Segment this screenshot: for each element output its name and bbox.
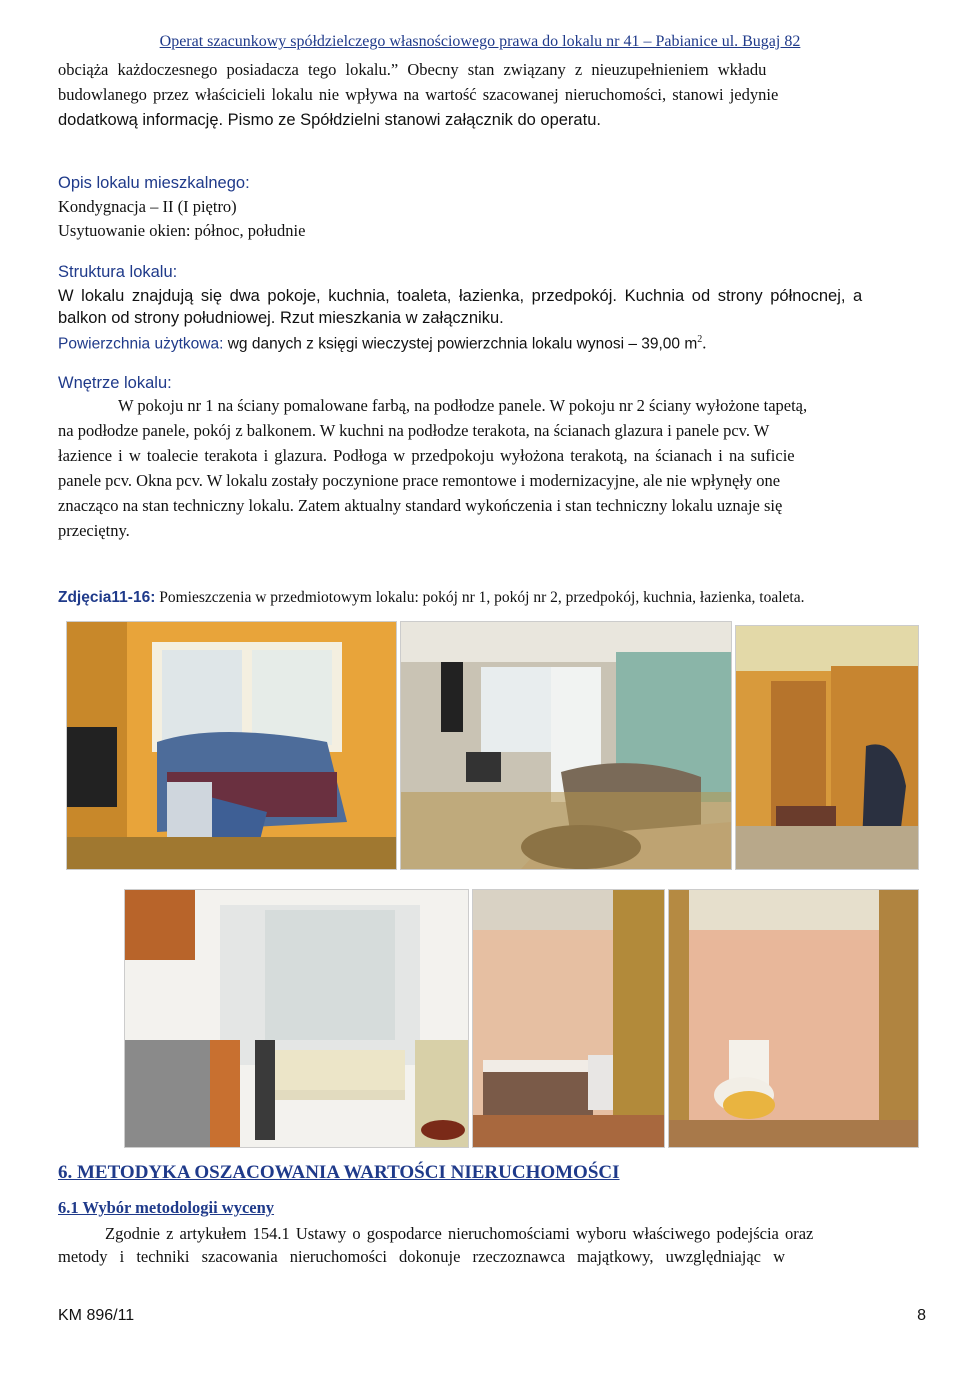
photo-przedpokoj <box>735 625 919 870</box>
photo-lazienka <box>472 889 665 1148</box>
photo-toaleta <box>668 889 919 1148</box>
photo-pokoj-2 <box>400 621 732 870</box>
page-number: 8 <box>917 1307 926 1324</box>
intro-line-3: dodatkową informację. Pismo ze Spółdzielni stanowi załącznik do operatu. <box>58 111 601 129</box>
struktura-line-1: W lokalu znajdują się dwa pokoje, kuchnia, toaleta, łazienka, przedpokój. Kuchnia od strony północnej, a <box>58 287 863 305</box>
powierzchnia-end: . <box>702 333 707 353</box>
wnetrze-line-1: W pokoju nr 1 na ściany pomalowane farbą, na podłodze panele. W pokoju nr 2 ściany wyłożone tapetą, <box>118 396 808 415</box>
section-6-line-1: Zgodnie z artykułem 154.1 Ustawy o gospodarce nieruchomościami wyboru właściwego podejścia oraz <box>105 1224 814 1243</box>
intro-line-2: budowlanego przez właścicieli lokalu nie wpływa na wartość szacowanej nieruchomości, stanowi jedynie <box>58 85 779 104</box>
opis-kondygnacja: Kondygnacja – II (I piętro) <box>58 197 237 216</box>
zdjecia-label: Zdjęcia11-16: <box>58 589 156 606</box>
intro-line-1: obciąża każdoczesnego posiadacza tego lokalu.” Obecny stan związany z nieuzupełnieniem wkładu <box>58 60 767 79</box>
powierzchnia-sup: 2 <box>697 334 703 345</box>
photo-kuchnia <box>124 889 469 1148</box>
wnetrze-line-3: łazience i w toalecie terakota i glazura. Podłoga w przedpokoju wyłożona terakotą, na ścianach i na suficie <box>58 446 795 465</box>
opis-okna: Usytuowanie okien: północ, południe <box>58 221 306 240</box>
powierzchnia-text: wg danych z księgi wieczystej powierzchnia lokalu wynosi – 39,00 m <box>223 335 698 353</box>
photo-pokoj-1 <box>66 621 397 870</box>
zdjecia-caption <box>58 586 926 610</box>
opis-heading: Opis lokalu mieszkalnego: <box>58 174 250 192</box>
wnetrze-line-4: panele pcv. Okna pcv. W lokalu zostały poczynione prace remontowe i modernizacyjne, ale nie wpłynęły one <box>58 471 781 490</box>
section-6-line-2: metody i techniki szacowania nieruchomości dokonuje rzeczoznawca majątkowy, uwzględniając w <box>58 1247 786 1266</box>
zdjecia-caption-text: Pomieszczenia w przedmiotowym lokalu: pokój nr 1, pokój nr 2, przedpokój, kuchnia, łazienka, toaleta. <box>155 589 805 606</box>
wnetrze-line-2: na podłodze panele, pokój z balkonem. W kuchni na podłodze terakota, na ścianach glazura i panele pcv. W <box>58 421 770 440</box>
footer-ref: KM 896/11 <box>58 1307 135 1324</box>
struktura-heading: Struktura lokalu: <box>58 263 178 281</box>
section-6-1-title: 6.1 Wybór metodologii wyceny <box>58 1198 275 1217</box>
powierzchnia-label: Powierzchnia użytkowa: <box>58 335 224 353</box>
powierzchnia-line <box>58 328 926 357</box>
wnetrze-heading: Wnętrze lokalu: <box>58 374 172 392</box>
wnetrze-line-5: znacząco na stan techniczny lokalu. Zatem aktualny standard wykończenia i stan techniczny lokalu uznaje się <box>58 496 783 515</box>
document-header: Operat szacunkowy spółdzielczego własnościowego prawa do lokalu nr 41 – Pabianice ul. Bugaj 82 <box>159 33 801 50</box>
section-6-title: 6. METODYKA OSZACOWANIA WARTOŚCI NIERUCHOMOŚCI <box>58 1162 620 1183</box>
wnetrze-line-6: przeciętny. <box>58 521 130 540</box>
struktura-line-2: balkon od strony południowej. Rzut mieszkania w załączniku. <box>58 309 504 327</box>
